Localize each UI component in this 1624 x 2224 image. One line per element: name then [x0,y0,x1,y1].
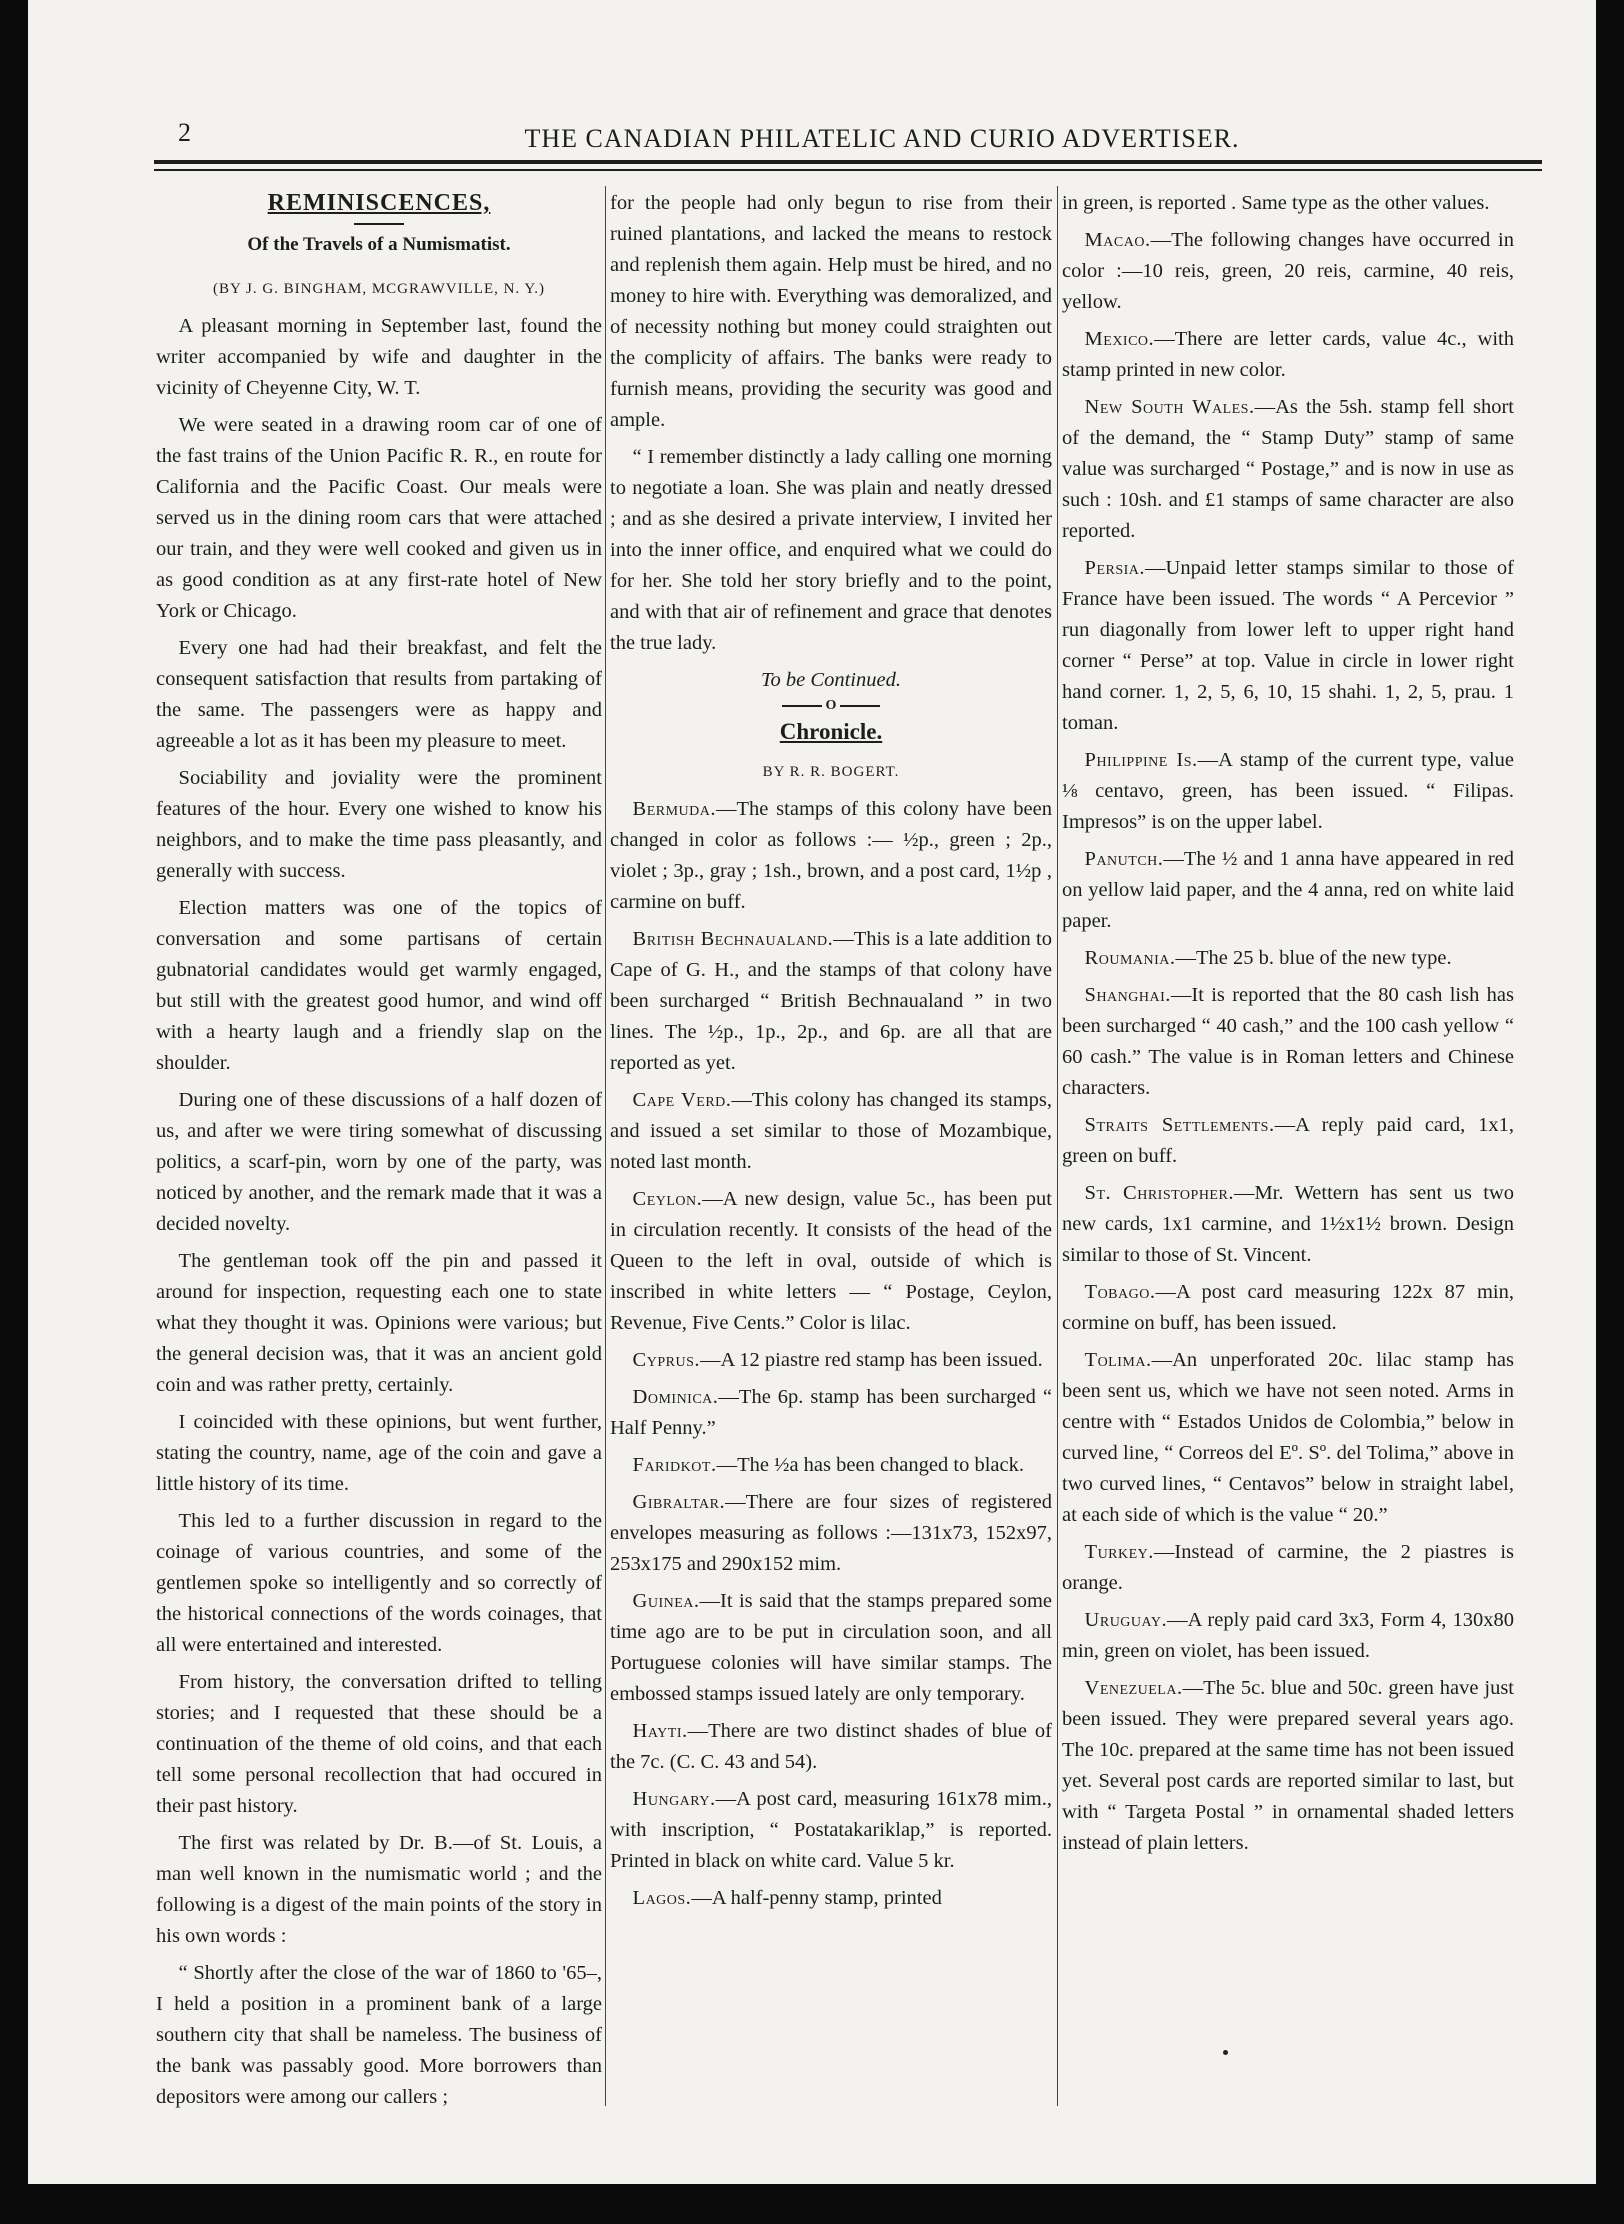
country-name: Hayti. [632,1720,688,1742]
article-byline: (BY J. G. BINGHAM, MCGRAWVILLE, N. Y.) [212,281,546,297]
entry-text: —This is a late addition to Cape of G. H., and the stamps of that colony have been surcharged “ British Bechnaualand ” in two lines. The ½p., 1p., 2p., and 6p. are all that are reported as yet. [610,928,1052,1074]
entry-text: —A stamp of the current type, value ⅛ centavo, green, has been issued. “ Filipas. Impresos” is on the upper label. [1062,749,1514,833]
article-subtitle: Of the Travels of a Numismatist. [247,234,511,255]
chronicle-entry [610,1184,1052,1339]
chronicle-entry [610,1085,1052,1178]
chronicle-entries [610,794,1052,1914]
entry-text: —The stamps of this colony have been changed in color as follows :— ½p., green ; 2p., violet ; 3p., gray ; 1sh., brown, and a post card, 1½p , carmine on buff. [610,798,1052,913]
chronicle-entry [1062,844,1514,937]
entry-text: —A new design, value 5c., has been put in circulation recently. It consists of the head of the Queen to the left in oval, outside of which is inscribed in white letters — “ Postage, Ceylon, Revenue, Five Cents.” Color is lilac. [610,1188,1052,1334]
title-rule [354,223,404,225]
entry-text: —The ½a has been changed to black. [716,1454,1024,1476]
entry-text: —It is reported that the 80 cash lish has been surcharged “ 40 cash,” and the 100 cash yellow “ 60 cash.” The value is in Roman letters and Chinese characters. [1062,984,1514,1099]
country-name: Macao. [1084,229,1151,251]
section-divider: O [610,698,1052,714]
chronicle-entry [1062,324,1514,386]
entry-text: —A reply paid card, 1x1, green on buff. [1062,1114,1514,1167]
header-rule-thin [154,169,1542,171]
entry-text: —As the 5sh. stamp fell short of the demand, the “ Stamp Duty” stamp of same value was surcharged “ Postage,” and is now in use as such : 10sh. and £1 stamps of same character are also reported. [1062,396,1514,542]
chronicle-entry [1062,1277,1514,1339]
column-divider [605,186,606,2106]
country-name: Venezuela. [1084,1677,1183,1699]
paragraph: Every one had had their breakfast, and felt the consequent satisfaction that results from partaking of the same. The passengers were as happy and agreeable a lot as it has been my pleasure to meet. [156,637,602,752]
column-reminiscences [156,188,602,2119]
paragraph: We were seated in a drawing room car of one of the fast trains of the Union Pacific R. R., en route for California and the Pacific Coast. Our meals were served us in the dining room cars that were attached our train, and they were well cooked and given us in as good condition as at any first-rate hotel of New York or Chicago. [156,414,602,622]
country-name: Ceylon. [632,1188,703,1210]
chronicle-entry [610,1382,1052,1444]
entry-text: —There are four sizes of registered envelopes measuring as follows :—131x73, 152x97, 253x175 and 290x152 mim. [610,1491,1052,1575]
chronicle-entries-continued [1062,225,1514,1859]
chronicle-entry [610,1450,1052,1481]
chronicle-entry [1062,980,1514,1104]
entry-text: —The 25 b. blue of the new type. [1175,947,1452,969]
column-right [1062,188,1514,1865]
country-name: Tolima. [1084,1349,1152,1371]
country-name: Cyprus. [632,1349,700,1371]
entry-text: —A 12 piastre red stamp has been issued. [699,1349,1043,1371]
chronicle-entry [610,1345,1052,1376]
entry-text: —It is said that the stamps prepared some time ago are to be put in circulation soon, and all Portuguese colonies will have similar stamps. The embossed stamps issued lately are only temporary. [610,1590,1052,1705]
entry-text: —The ½ and 1 anna have appeared in red on yellow laid paper, and the 4 anna, red on white laid paper. [1062,848,1514,932]
chronicle-entry [610,1586,1052,1710]
country-name: St. Christopher. [1084,1182,1234,1204]
chronicle-lead: in green, is reported . Same type as the other values. [1062,192,1490,214]
entry-text: —Unpaid letter stamps similar to those of France have been issued. The words “ A Percevior ” run diagonally from lower left to upper right hand corner “ Perse” at top. Value in circle in lower right hand corner. 1, 2, 5, 6, 10, 15 shahi. 1, 2, 5, prau. 1 toman. [1062,557,1514,734]
country-name: Bermuda. [632,798,717,820]
country-name: Panutch. [1084,848,1164,870]
country-name: Persia. [1084,557,1146,579]
to-be-continued: To be Continued. [761,669,901,691]
paragraph: Sociability and joviality were the prominent features of the hour. Every one wished to know his neighbors, and to make the time pass pleasantly, and generally with success. [156,767,602,882]
chronicle-entry [1062,745,1514,838]
chronicle-entry [1062,1178,1514,1271]
print-speck [1223,2050,1228,2055]
country-name: Roumania. [1084,947,1176,969]
entry-text: —A reply paid card 3x3, Form 4, 130x80 min, green on violet, has been issued. [1062,1609,1514,1662]
entry-text: —The 5c. blue and 50c. green have just been issued. They were prepared several years ago. The 10c. prepared at the same time has not been issued yet. Several post cards are reported similar to last, but with “ Targeta Postal ” in ornamental shaded letters instead of plain letters. [1062,1677,1514,1854]
chronicle-entry [1062,225,1514,318]
chronicle-entry [1062,553,1514,739]
chronicle-entry [610,924,1052,1079]
country-name: Guinea. [632,1590,700,1612]
column-middle [610,188,1052,1920]
entry-text: —The 6p. stamp has been surcharged “ Half Penny.” [610,1386,1052,1439]
page-number: 2 [178,118,191,147]
chronicle-entry [1062,1605,1514,1667]
entry-text: —Mr. Wettern has sent us two new cards, 1x1 carmine, and 1½x1½ brown. Design similar to those of St. Vincent. [1062,1182,1514,1266]
article-body [156,311,602,2113]
header-rule-thick [154,160,1542,164]
country-name: Gibraltar. [632,1491,726,1513]
country-name: Straits Settlements. [1084,1114,1275,1136]
chronicle-entry [1062,1110,1514,1172]
paragraph: The gentleman took off the pin and passed it around for inspection, requesting each one to state what they thought it was. Opinions were various; but the general decision was, that it was an ancient gold coin and was rather pretty, certainly. [156,1250,602,1396]
paragraph: I coincided with these opinions, but went further, stating the country, name, age of the coin and gave a little history of its time. [156,1411,602,1495]
paragraph: From history, the conversation drifted to telling stories; and I requested that these should be a continuation of the theme of old coins, and that each tell some personal recollection that had occured in their past history. [156,1671,602,1817]
country-name: Turkey. [1084,1541,1154,1563]
chronicle-byline: BY R. R. BOGERT. [762,764,900,780]
chronicle-entry [1062,1673,1514,1859]
article-continuation [610,188,1052,659]
country-name: Mexico. [1084,328,1155,350]
chronicle-entry [1062,392,1514,547]
chronicle-entry [1062,1345,1514,1531]
entry-text: —An unperforated 20c. lilac stamp has been sent us, which we have not seen noted. Arms in centre with “ Estados Unidos de Colombia,” below in curved line, “ Correos del Eº. Sº. del Tolima,” above in two curved lines, “ Centavos” below in straight label, at each side of which is the value “ 20.” [1062,1349,1514,1526]
paragraph: This led to a further discussion in regard to the coinage of various countries, and some of the gentlemen spoke so intelligently and so correctly of the historical connections of the words coinages, that all were entertained and interested. [156,1510,602,1656]
paragraph: Election matters was one of the topics of conversation and some partisans of certain gubnatorial candidates would get warmly engaged, but still with the greatest good humor, and wind off with a hearty laugh and a friendly slap on the shoulder. [156,897,602,1074]
country-name: Shanghai. [1084,984,1171,1006]
paragraph: “ I remember distinctly a lady calling one morning to negotiate a loan. She was plain and neatly dressed ; and as she desired a private interview, I invited her into the inner office, and enquired what we could do for her. She told her story briefly and to the point, and with that air of refinement and grace that denotes the true lady. [610,446,1052,654]
country-name: Uruguay. [1084,1609,1168,1631]
chronicle-entry [610,1883,1052,1914]
paragraph: “ Shortly after the close of the war of 1860 to '65–, I held a position in a prominent bank of a large southern city that shall be nameless. The business of the bank was passably good. More borrowers than depositors were among our callers ; [156,1962,602,2108]
country-name: Lagos. [632,1887,692,1909]
column-divider [1057,186,1058,2106]
entry-text: —Instead of carmine, the 2 piastres is orange. [1062,1541,1514,1594]
entry-text: —The following changes have occurred in color :—10 reis, green, 20 reis, carmine, 40 reis, yellow. [1062,229,1514,313]
country-name: Dominica. [632,1386,719,1408]
article-title: REMINISCENCES, [267,190,491,216]
paragraph: for the people had only begun to rise from their ruined plantations, and lacked the means to restock and replenish them again. Help must be hired, and no money to hire with. Everything was demoralized, and of necessity nothing but money could straighten out the complicity of affairs. The banks were ready to furnish means, providing the security was good and ample. [610,192,1052,431]
country-name: British Bechnaualand. [632,928,834,950]
chronicle-entry [1062,1537,1514,1599]
entry-text: —There are letter cards, value 4c., with stamp printed in new color. [1062,328,1514,381]
masthead: THE CANADIAN PHILATELIC AND CURIO ADVERTISER. [524,124,1240,153]
paragraph: During one of these discussions of a half dozen of us, and after we were tiring somewhat of discussing politics, a scarf-pin, worn by one of the party, was noticed by another, and the remark made that it was a decided novelty. [156,1089,602,1235]
paragraph: The first was related by Dr. B.—of St. Louis, a man well known in the numismatic world ; and the following is a digest of the main points of the story in his own words : [156,1832,602,1947]
country-name: Faridkot. [632,1454,717,1476]
entry-text: —A post card measuring 122x 87 min, cormine on buff, has been issued. [1062,1281,1514,1334]
country-name: Philippine Is. [1084,749,1198,771]
chronicle-title: Chronicle. [779,719,883,744]
entry-text: —A post card, measuring 161x78 mim., with inscription, “ Postatakariklap,” is reported. Printed in black on white card. Value 5 kr. [610,1788,1052,1872]
country-name: Cape Verd. [632,1089,732,1111]
country-name: Hungary. [632,1788,716,1810]
entry-text: —A half-penny stamp, printed [691,1887,942,1909]
chronicle-entry [610,794,1052,918]
paragraph: A pleasant morning in September last, found the writer accompanied by wife and daughter in the vicinity of Cheyenne City, W. T. [156,315,602,399]
chronicle-entry [610,1716,1052,1778]
chronicle-entry [1062,943,1514,974]
newspaper-page [28,0,1596,2184]
chronicle-entry [610,1784,1052,1877]
entry-text: —This colony has changed its stamps, and issued a set similar to those of Mozambique, noted last month. [610,1089,1052,1173]
country-name: Tobago. [1084,1281,1156,1303]
entry-text: —There are two distinct shades of blue of the 7c. (C. C. 43 and 54). [610,1720,1052,1773]
country-name: New South Wales. [1084,396,1255,418]
chronicle-entry [610,1487,1052,1580]
